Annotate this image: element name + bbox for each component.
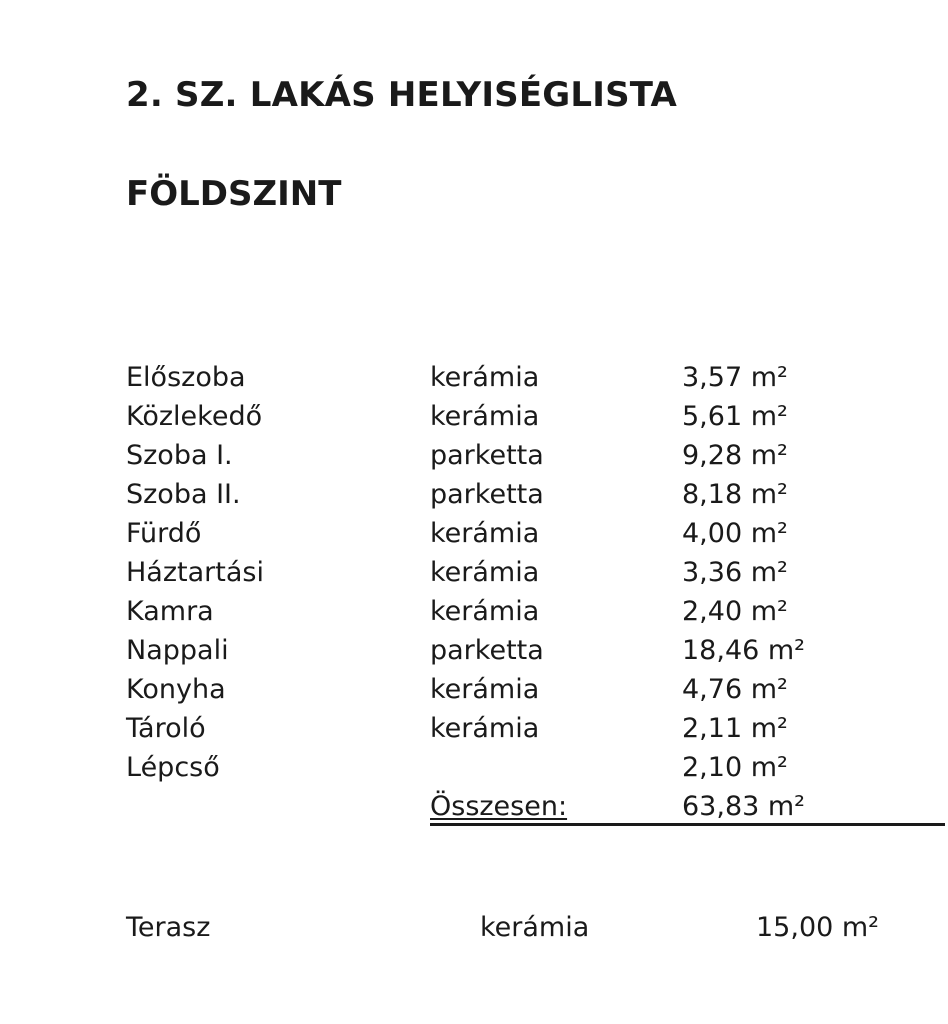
room-material: kerámia	[430, 518, 540, 549]
room-name: Lépcső	[126, 752, 220, 783]
room-row	[126, 748, 926, 787]
room-name: Kamra	[126, 596, 214, 627]
room-area: 4,00 m²	[682, 518, 788, 549]
room-area: 4,76 m²	[682, 674, 788, 705]
room-name: Nappali	[126, 635, 229, 666]
room-row	[126, 475, 926, 514]
room-name: Fürdő	[126, 518, 202, 549]
room-area: 3,36 m²	[682, 557, 788, 588]
total-underline	[430, 823, 945, 826]
floor-heading: FÖLDSZINT	[126, 174, 342, 214]
room-area: 3,57 m²	[682, 362, 788, 393]
room-material: kerámia	[430, 674, 540, 705]
room-material: kerámia	[430, 557, 540, 588]
terrace-name: Terasz	[126, 912, 211, 943]
room-material: parketta	[430, 440, 544, 471]
room-area: 9,28 m²	[682, 440, 788, 471]
room-name: Háztartási	[126, 557, 264, 588]
room-row	[126, 631, 926, 670]
room-name: Tároló	[126, 713, 206, 744]
room-list	[126, 358, 926, 827]
total-value: 63,83 m²	[682, 791, 806, 822]
room-row	[126, 592, 926, 631]
room-material: parketta	[430, 635, 544, 666]
room-area: 2,11 m²	[682, 713, 788, 744]
terrace-row	[126, 906, 926, 950]
room-name: Szoba I.	[126, 440, 233, 471]
room-row	[126, 670, 926, 709]
room-row	[126, 358, 926, 397]
room-area: 2,40 m²	[682, 596, 788, 627]
room-name: Előszoba	[126, 362, 246, 393]
room-material: kerámia	[430, 362, 540, 393]
room-material: parketta	[430, 479, 544, 510]
room-area: 5,61 m²	[682, 401, 788, 432]
room-row	[126, 709, 926, 748]
room-row	[126, 397, 926, 436]
total-row	[126, 787, 926, 827]
terrace-area: 15,00 m²	[756, 912, 880, 943]
room-row	[126, 436, 926, 475]
room-row	[126, 553, 926, 592]
room-material: kerámia	[430, 596, 540, 627]
room-material: kerámia	[430, 713, 540, 744]
room-name: Konyha	[126, 674, 226, 705]
room-name: Közlekedő	[126, 401, 263, 432]
room-row	[126, 514, 926, 553]
terrace-material: kerámia	[480, 912, 590, 943]
page-title: 2. SZ. LAKÁS HELYISÉGLISTA	[126, 75, 678, 115]
room-name: Szoba II.	[126, 479, 241, 510]
room-area: 2,10 m²	[682, 752, 788, 783]
total-label: Összesen:	[430, 791, 568, 822]
room-area: 18,46 m²	[682, 635, 806, 666]
room-material: kerámia	[430, 401, 540, 432]
room-area: 8,18 m²	[682, 479, 788, 510]
